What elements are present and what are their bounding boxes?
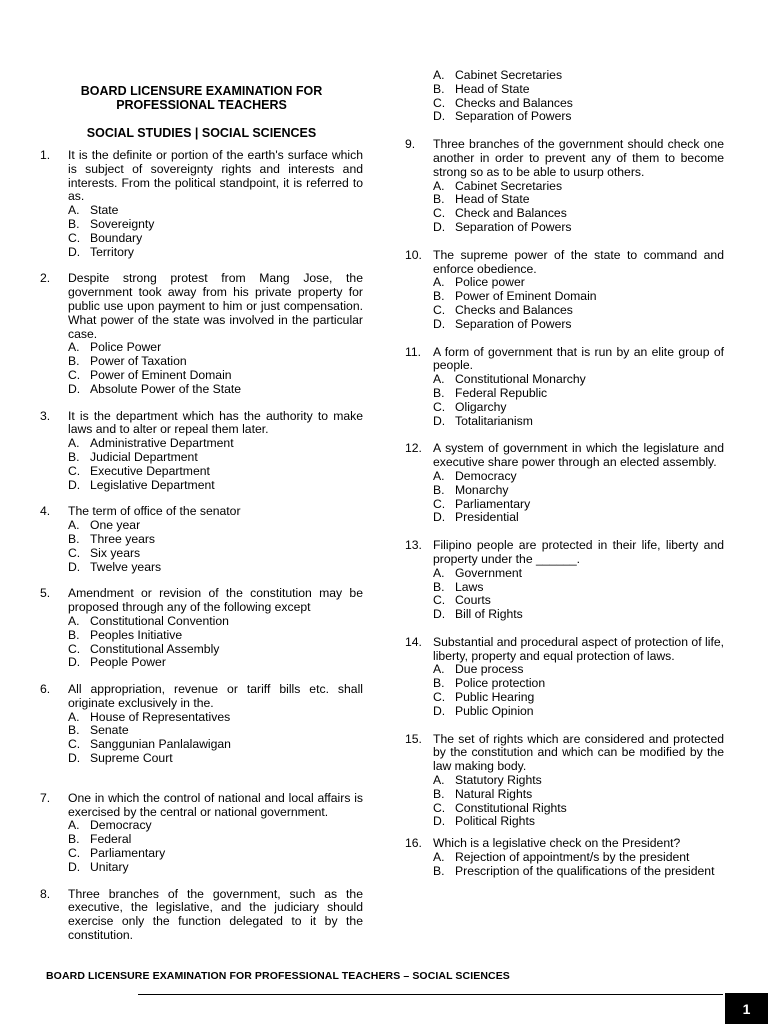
option-letter: B.	[433, 676, 445, 691]
answer-option	[68, 629, 363, 643]
question-number: 8.	[40, 886, 51, 901]
option-text: Parliamentary	[455, 496, 531, 511]
answer-option	[433, 401, 724, 415]
option-letter: B.	[433, 482, 445, 497]
answer-option	[433, 594, 724, 608]
option-list	[433, 180, 724, 235]
question-item	[40, 792, 363, 875]
option-list	[433, 373, 724, 428]
question-text: Despite strong protest from Mang Jose, the government took away from his private property for public use upon payment to him or just compensation. What power of the state was involved in the particular case.	[68, 271, 363, 341]
option-letter: D.	[68, 655, 81, 670]
answer-option	[68, 232, 363, 246]
option-letter: B.	[433, 786, 445, 801]
option-letter: A.	[68, 203, 80, 218]
question-item	[40, 149, 363, 259]
option-text: Separation of Powers	[455, 316, 572, 331]
question-number: 16.	[405, 836, 422, 851]
answer-option	[433, 290, 724, 304]
option-letter: A.	[433, 565, 445, 580]
question-number: 13.	[405, 538, 422, 553]
option-letter: A.	[68, 613, 80, 628]
answer-option	[68, 519, 363, 533]
option-text: Three years	[90, 531, 156, 546]
option-text: Six years	[90, 545, 141, 560]
answer-option	[68, 656, 363, 670]
option-text: Legislative Department	[90, 477, 215, 492]
option-letter: C.	[68, 230, 81, 245]
option-list	[68, 711, 363, 766]
option-letter: D.	[68, 244, 81, 259]
option-letter: C.	[68, 545, 81, 560]
question-text: A system of government in which the legislature and executive share power through an elected assembly.	[433, 441, 724, 470]
question-text: All appropriation, revenue or tariff bills etc. shall originate exclusively in the.	[68, 682, 363, 710]
option-list	[68, 341, 363, 396]
option-text: Political Rights	[455, 814, 535, 829]
option-text: Sovereignty	[90, 216, 155, 231]
option-text: Statutory Rights	[455, 773, 542, 788]
option-text: Territory	[90, 244, 135, 259]
right-column	[405, 0, 724, 879]
answer-option	[433, 97, 724, 111]
question-text: Which is a legislative check on the President?	[433, 836, 681, 851]
option-text: Presidential	[455, 510, 519, 525]
question-text: The term of office of the senator	[68, 504, 241, 519]
option-text: Unitary	[90, 859, 129, 874]
option-letter: C.	[68, 737, 81, 752]
question-text: Three branches of the government should check one another in order to prevent any of them to become strong so as to be able to usurp others.	[433, 137, 724, 179]
question-number: 7.	[40, 790, 51, 805]
option-text: Police Power	[90, 340, 162, 355]
option-text: Executive Department	[90, 463, 210, 478]
question-number: 5.	[40, 586, 51, 601]
option-text: Due process	[455, 662, 524, 677]
option-letter: C.	[68, 641, 81, 656]
option-letter: A.	[433, 850, 445, 865]
answer-option	[68, 218, 363, 232]
answer-option	[68, 724, 363, 738]
answer-option	[433, 221, 724, 235]
option-text: Bill of Rights	[455, 607, 523, 622]
option-list	[433, 774, 724, 829]
question-item	[405, 249, 724, 332]
question-number: 9.	[405, 137, 416, 152]
answer-option	[433, 207, 724, 221]
option-text: Oligarchy	[455, 399, 507, 414]
answer-option	[433, 276, 724, 290]
option-list	[433, 276, 724, 331]
option-text: Constitutional Convention	[90, 613, 229, 628]
answer-option	[433, 705, 724, 719]
option-letter: A.	[68, 518, 80, 533]
option-text: Boundary	[90, 230, 143, 245]
answer-option	[433, 691, 724, 705]
answer-option	[68, 847, 363, 861]
answer-option	[433, 415, 724, 429]
option-letter: C.	[433, 496, 446, 511]
question-item	[40, 587, 363, 670]
option-letter: C.	[433, 206, 446, 221]
answer-option	[433, 677, 724, 691]
answer-option	[433, 110, 724, 124]
answer-option	[68, 341, 363, 355]
answer-option	[68, 833, 363, 847]
answer-option	[68, 246, 363, 260]
option-letter: C.	[433, 593, 446, 608]
answer-option	[68, 465, 363, 479]
answer-option	[68, 547, 363, 561]
option-letter: C.	[433, 302, 446, 317]
option-letter: B.	[433, 385, 445, 400]
option-text: Rejection of appointment/s by the president	[455, 850, 690, 865]
question-number: 1.	[40, 148, 51, 162]
question-item	[40, 410, 363, 493]
option-list	[68, 204, 363, 259]
option-letter: D.	[433, 109, 446, 124]
option-text: Cabinet Secretaries	[455, 178, 563, 193]
option-text: Judicial Department	[90, 449, 198, 464]
option-letter: A.	[433, 372, 445, 387]
option-list	[68, 819, 363, 874]
option-list	[68, 519, 363, 574]
answer-option	[433, 802, 724, 816]
question-number: 2.	[40, 271, 51, 286]
option-text: Twelve years	[90, 559, 162, 574]
option-list	[433, 69, 724, 124]
option-text: Sanggunian Panlalawigan	[90, 737, 231, 752]
option-text: Police power	[455, 275, 525, 290]
question-text: Substantial and procedural aspect of protection of life, liberty, property and equal protection of laws.	[433, 634, 724, 663]
answer-option	[68, 752, 363, 766]
option-letter: D.	[433, 219, 446, 234]
question-item	[40, 888, 363, 943]
option-text: Constitutional Monarchy	[455, 372, 586, 387]
option-list	[68, 615, 363, 670]
question-item	[405, 138, 724, 235]
answer-option	[68, 711, 363, 725]
question-number: 4.	[40, 504, 51, 519]
answer-option	[433, 387, 724, 401]
answer-option	[433, 608, 724, 622]
answer-option	[433, 373, 724, 387]
option-letter: D.	[68, 751, 81, 766]
option-letter: D.	[433, 607, 446, 622]
option-letter: B.	[68, 216, 80, 231]
option-text: Courts	[455, 593, 491, 608]
exam-title: BOARD LICENSURE EXAMINATION FOR PROFESSIONAL TEACHERS	[80, 84, 323, 112]
option-text: Federal	[90, 832, 132, 847]
option-text: One year	[90, 518, 141, 533]
option-text: Constitutional Assembly	[90, 641, 220, 656]
option-letter: B.	[433, 289, 445, 304]
answer-option	[68, 437, 363, 451]
option-text: Power of Eminent Domain	[90, 367, 232, 382]
option-text: Senate	[90, 723, 129, 738]
option-letter: B.	[433, 579, 445, 594]
answer-option	[68, 451, 363, 465]
option-letter: C.	[68, 846, 81, 861]
option-text: Cabinet Secretaries	[455, 68, 563, 82]
question-item	[405, 442, 724, 525]
question-text: The supreme power of the state to command and enforce obedience.	[433, 247, 724, 276]
answer-option	[433, 788, 724, 802]
option-letter: D.	[68, 477, 81, 492]
answer-option	[433, 69, 724, 83]
option-letter: D.	[433, 413, 446, 428]
option-list	[68, 437, 363, 492]
option-text: Public Opinion	[455, 703, 534, 718]
option-text: Checks and Balances	[455, 302, 573, 317]
answer-option	[68, 479, 363, 493]
question-text: The set of rights which are considered and protected by the constitution and which can be modified by the law making body.	[433, 731, 724, 774]
answer-option	[68, 383, 363, 397]
answer-option	[433, 567, 724, 581]
option-letter: D.	[68, 381, 81, 396]
question-text: Three branches of the government, such as the executive, the legislative, and the judiciary should exercise only the function delegated to it by the constitution.	[68, 886, 363, 943]
question-item	[405, 733, 724, 830]
option-text: Parliamentary	[90, 846, 166, 861]
option-letter: B.	[68, 449, 80, 464]
option-text: Absolute Power of the State	[90, 381, 242, 396]
answer-option	[433, 581, 724, 595]
answer-option	[68, 819, 363, 833]
option-text: Constitutional Rights	[455, 800, 567, 815]
answer-option	[68, 533, 363, 547]
option-list	[433, 567, 724, 622]
option-list	[433, 663, 724, 718]
option-letter: C.	[68, 463, 81, 478]
question-text: One in which the control of national and local affairs is exercised by the central or national government.	[68, 790, 363, 819]
option-letter: A.	[68, 436, 80, 451]
question-item	[405, 837, 724, 878]
question-text: Filipino people are protected in their life, liberty and property under the ______.	[433, 538, 724, 566]
question-item	[405, 69, 724, 124]
page-number: 1	[725, 993, 768, 1024]
answer-option	[68, 369, 363, 383]
answer-option	[433, 180, 724, 194]
option-text: State	[90, 203, 119, 218]
question-item	[40, 505, 363, 574]
option-text: Peoples Initiative	[90, 627, 183, 642]
answer-option	[68, 738, 363, 752]
option-letter: A.	[433, 468, 445, 483]
option-letter: C.	[433, 690, 446, 705]
question-number: 15.	[405, 731, 422, 746]
option-text: Check and Balances	[455, 206, 567, 221]
option-letter: B.	[68, 723, 80, 738]
answer-option	[433, 318, 724, 332]
option-text: Government	[455, 565, 523, 580]
option-text: Laws	[455, 579, 484, 594]
option-letter: A.	[68, 709, 80, 724]
question-text: It is the department which has the authority to make laws and to alter or repeal them later.	[68, 408, 363, 437]
option-letter: B.	[68, 531, 80, 546]
answer-option	[433, 470, 724, 484]
option-letter: B.	[433, 81, 445, 96]
option-text: People Power	[90, 655, 166, 670]
option-text: Democracy	[90, 818, 152, 833]
option-text: Natural Rights	[455, 786, 533, 801]
answer-option	[433, 511, 724, 525]
footer-divider	[138, 994, 723, 995]
option-letter: A.	[433, 275, 445, 290]
option-letter: A.	[68, 340, 80, 355]
option-letter: A.	[433, 662, 445, 677]
question-number: 3.	[40, 408, 51, 423]
answer-option	[68, 355, 363, 369]
question-text: A form of government that is run by an elite group of people.	[433, 344, 724, 373]
option-text: Supreme Court	[90, 751, 173, 766]
answer-option	[68, 204, 363, 218]
answer-option	[433, 498, 724, 512]
answer-option	[433, 484, 724, 498]
question-item	[40, 683, 363, 766]
answer-option	[433, 83, 724, 97]
option-list	[433, 470, 724, 525]
left-column	[40, 0, 363, 943]
question-item	[405, 636, 724, 719]
question-number: 6.	[40, 682, 51, 697]
option-text: Federal Republic	[455, 385, 548, 400]
option-text: Head of State	[455, 81, 530, 96]
option-text: Power of Taxation	[90, 354, 187, 369]
option-list	[433, 851, 724, 879]
option-letter: D.	[68, 859, 81, 874]
option-text: Separation of Powers	[455, 219, 572, 234]
option-letter: B.	[68, 627, 80, 642]
option-letter: B.	[68, 354, 80, 369]
option-text: Police protection	[455, 676, 546, 691]
option-text: Prescription of the qualifications of the president	[455, 863, 715, 878]
option-text: Separation of Powers	[455, 109, 572, 124]
answer-option	[433, 304, 724, 318]
question-item	[405, 539, 724, 622]
option-letter: D.	[433, 316, 446, 331]
option-text: Head of State	[455, 192, 530, 207]
option-letter: C.	[68, 367, 81, 382]
option-letter: D.	[433, 814, 446, 829]
answer-option	[433, 663, 724, 677]
question-number: 14.	[405, 634, 422, 649]
option-letter: B.	[433, 863, 445, 878]
option-text: Totalitarianism	[455, 413, 533, 428]
option-letter: A.	[433, 773, 445, 788]
option-letter: A.	[433, 68, 445, 82]
option-letter: D.	[433, 510, 446, 525]
question-item	[40, 272, 363, 396]
option-text: Power of Eminent Domain	[455, 289, 597, 304]
question-number: 12.	[405, 441, 422, 456]
answer-option	[433, 774, 724, 788]
question-number: 11.	[405, 344, 422, 359]
answer-option	[433, 851, 724, 865]
option-text: Democracy	[455, 468, 517, 483]
option-text: Administrative Department	[90, 436, 234, 451]
option-letter: A.	[68, 818, 80, 833]
answer-option	[433, 193, 724, 207]
option-letter: B.	[68, 832, 80, 847]
option-letter: C.	[433, 95, 446, 110]
question-number: 10.	[405, 247, 422, 262]
option-letter: B.	[433, 192, 445, 207]
answer-option	[68, 643, 363, 657]
option-letter: C.	[433, 399, 446, 414]
option-text: House of Representatives	[90, 709, 231, 724]
option-letter: C.	[433, 800, 446, 815]
answer-option	[433, 865, 724, 879]
question-text: Amendment or revision of the constitution may be proposed through any of the following except	[68, 586, 363, 615]
answer-option	[68, 861, 363, 875]
option-text: Checks and Balances	[455, 95, 573, 110]
question-text: It is the definite or portion of the earth's surface which is subject of sovereignty rights and interests and interests. From the political standpoint, it is referred to as.	[68, 148, 363, 204]
answer-option	[433, 815, 724, 829]
footer-text: BOARD LICENSURE EXAMINATION FOR PROFESSIONAL TEACHERS – SOCIAL SCIENCES	[46, 970, 510, 982]
option-text: Monarchy	[455, 482, 509, 497]
answer-option	[68, 561, 363, 575]
question-item	[405, 346, 724, 429]
option-letter: D.	[433, 703, 446, 718]
subject-title: SOCIAL STUDIES | SOCIAL SCIENCES	[86, 126, 317, 140]
option-letter: D.	[68, 559, 81, 574]
option-letter: A.	[433, 178, 445, 193]
answer-option	[68, 615, 363, 629]
option-text: Public Hearing	[455, 690, 535, 705]
